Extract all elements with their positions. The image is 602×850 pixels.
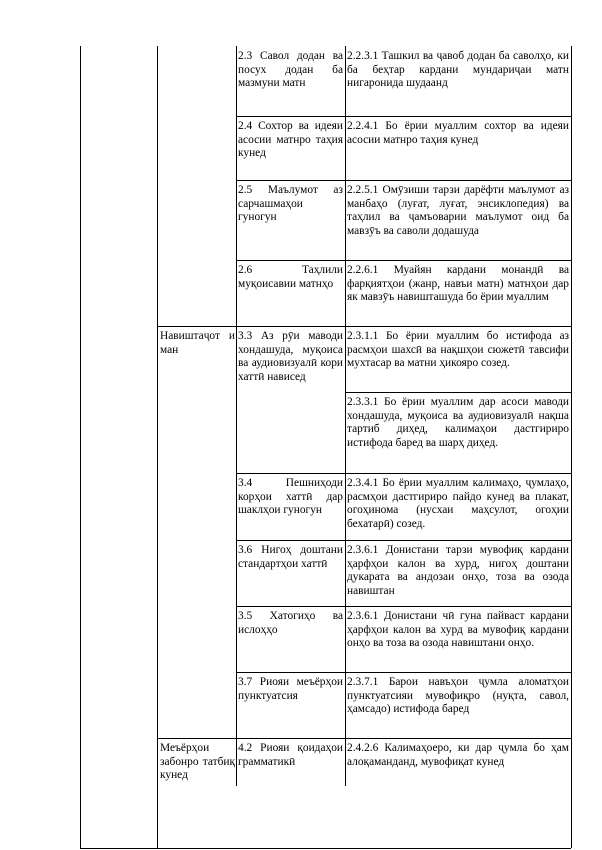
standard-cell [347,120,569,147]
row-line [345,392,571,393]
row-line [236,672,571,673]
topic-text: 3.3 Аз рӯи маводи хондашуда, муқоиса ва аудиовизуалӣ кори хаттӣ нависед [238,330,343,383]
topic-cell [238,477,343,518]
standard-text: 2.4.2.6 Калимаҳоеро, ки дар ҷумла бо ҳам алоқаманданд, мувофиқат кунед [347,742,569,768]
topic-text: 2.5 Маълумот аз сарчашмаҳои гуногун [238,184,343,224]
standard-cell [347,477,569,531]
standard-cell [347,184,569,238]
topic-text: 3.5 Хатогиҳо ва ислоҳҳо [238,610,343,636]
standard-cell [347,676,569,717]
standard-cell [347,610,569,651]
topic-cell [238,184,343,225]
topic-cell [238,330,343,384]
table-divider-3 [345,46,346,786]
topic-cell [238,120,343,161]
row-line [157,326,571,327]
table-border-bottom [80,848,571,849]
standard-text: 2.3.6.1 Донистани тарзи мувофиқ кардани ҳарфҳои калон ва хурд, нигоҳ доштани дукарата ва андозаи онҳо, тоза ва озода навиштан [347,544,569,597]
section-cell [160,330,235,357]
topic-cell [238,742,343,769]
row-line [236,116,571,117]
topic-text: 2.3 Савол додан ва посух додан ба мазмуни матн [238,50,343,90]
standard-text: 2.2.5.1 Омӯзиши тарзи дарёфти маълумот аз манбаҳо (луғат, луғат, энсиклопедия) ва таҳлил ва ҷамъоварии маълумот оид ба мавзӯъ ва саволи додашуда [347,184,569,237]
topic-text: 2.4 Сохтор ва идеяи асосии матнро таҳия кунед [238,120,343,160]
topic-cell [238,676,343,703]
standard-text: 2.3.4.1 Бо ёрии муаллим калимаҳо, ҷумлаҳо, расмҳои дастгириро пайдо кунед ва плакат, огоҳинома (нусхаи маҳсулот, огоҳии бехатарӣ) созед. [347,477,569,530]
section-text: Навиштаҷот и ман [160,330,235,356]
standard-text: 2.3.7.1 Барои навъҳои ҷумла аломатҳои пунктуатсияи мувофиқро (нуқта, савол, ҳамсадо) истифода баред [347,676,569,716]
topic-cell [238,264,343,291]
row-line [236,260,571,261]
standard-cell [347,544,569,598]
topic-text: 2.6 Таҳлили муқоисавии матнҳо [238,264,343,290]
standard-text: 2.3.3.1 Бо ёрии муаллим дар асоси маводи хондашуда, муқоиса ва аудиовизуалӣ нақша тартиб диҳед, калимаҳои дастгириро истифода баред ва шарҳ диҳед. [347,396,569,449]
table-divider-1 [157,46,158,848]
standard-text: 2.2.4.1 Бо ёрии муаллим сохтор ва идеяи асосии матнро таҳия кунед [347,120,569,146]
row-line [236,180,571,181]
standard-text: 2.3.1.1 Бо ёрии муаллим бо истифода аз расмҳои шахсӣ ва нақшҳои сюжетӣ тавсифи мухтасар ва матни ҳикояро созед. [347,330,569,370]
section-text: Меъёрҳои забонро татбиқ кунед [160,742,235,782]
standard-cell [347,742,569,769]
standard-cell [347,50,569,91]
topic-text: 3.6 Нигоҳ доштани стандартҳои хаттӣ [238,544,343,570]
section-cell [160,742,235,783]
standard-text: 2.2.3.1 Ташкил ва ҷавоб додан ба саволҳо, ки ба беҳтар кардани мундариҷаи матн нигаронида шудаанд [347,50,569,90]
standard-text: 2.3.6.1 Донистани чӣ гуна пайваст кардани ҳарфҳои калон ва хурд ва мувофиқ кардани онҳо ва тоза ва озода навиштани онҳо. [347,610,569,650]
table-border-left [80,46,81,848]
topic-text: 4.2 Риояи қоидаҳои грамматикӣ [238,742,343,768]
topic-cell [238,544,343,571]
topic-text: 3.7 Риояи меъёрҳои пунктуатсия [238,676,343,702]
table-divider-2 [236,46,237,786]
table-border-right [571,46,572,848]
row-line [236,540,571,541]
row-line [157,738,571,739]
row-line [236,473,571,474]
standard-text: 2.2.6.1 Муайян кардани монандӣ ва фарқиятҳои (жанр, навъи матн) матнҳои дар як мавзӯъ навишташуда бо ёрии муаллим [347,264,569,304]
row-line [236,606,571,607]
topic-text: 3.4 Пешниҳоди корҳои хаттӣ дар шаклҳои гуногун [238,477,343,517]
standard-cell [347,264,569,305]
standard-cell [347,330,569,371]
topic-cell [238,610,343,637]
standard-cell [347,396,569,450]
topic-cell [238,50,343,91]
